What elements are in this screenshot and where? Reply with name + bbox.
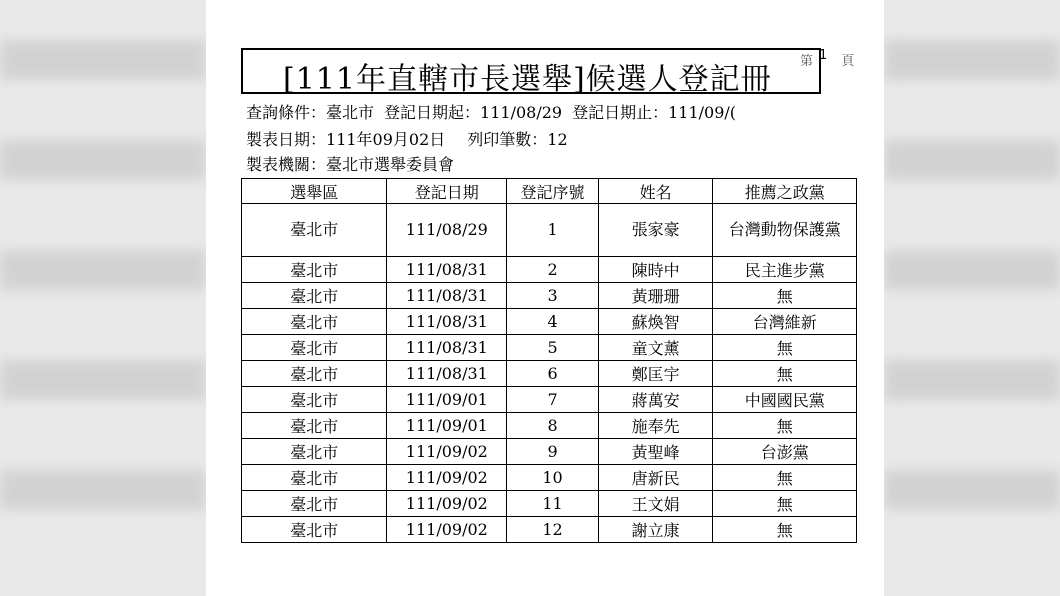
created-label: 製表日期： <box>246 130 327 149</box>
cell-district: 臺北市 <box>242 465 387 491</box>
cell-name: 黃聖峰 <box>598 439 713 465</box>
created-date: 111年09月02日 <box>326 130 446 149</box>
table-row <box>242 491 857 517</box>
cell-date: 111/09/02 <box>387 465 507 491</box>
header-date: 登記日期 <box>387 179 507 204</box>
cell-date: 111/08/31 <box>387 283 507 309</box>
blurred-background-right <box>884 0 1060 596</box>
cell-district: 臺北市 <box>242 517 387 543</box>
candidate-table <box>241 178 857 543</box>
cell-date: 111/09/02 <box>387 439 507 465</box>
table-row <box>242 465 857 491</box>
cell-date: 111/08/31 <box>387 361 507 387</box>
cell-district: 臺北市 <box>242 439 387 465</box>
header-name: 姓名 <box>598 179 713 204</box>
cell-name: 蔣萬安 <box>598 387 713 413</box>
header-serial: 登記序號 <box>507 179 599 204</box>
table-row <box>242 335 857 361</box>
document-page <box>206 0 884 596</box>
count-label: 列印筆數： <box>467 130 548 149</box>
cell-name: 鄭匡宇 <box>598 361 713 387</box>
header-party: 推薦之政黨 <box>713 179 857 204</box>
agency-name: 臺北市選舉委員會 <box>326 155 455 174</box>
start-date-label: 登記日期起： <box>384 103 481 122</box>
table-row <box>242 204 857 257</box>
cell-serial: 12 <box>507 517 599 543</box>
cell-party: 台澎黨 <box>713 439 857 465</box>
cell-name: 謝立康 <box>598 517 713 543</box>
cell-party: 無 <box>713 283 857 309</box>
cell-name: 黃珊珊 <box>598 283 713 309</box>
cell-serial: 4 <box>507 309 599 335</box>
cell-district: 臺北市 <box>242 309 387 335</box>
page-label-prefix: 第 <box>800 54 814 69</box>
cell-district: 臺北市 <box>242 257 387 283</box>
cell-serial: 7 <box>507 387 599 413</box>
cell-party: 無 <box>713 491 857 517</box>
table-row <box>242 517 857 543</box>
record-count: 12 <box>547 130 568 149</box>
page-number: 1 <box>819 48 828 63</box>
cell-date: 111/09/02 <box>387 491 507 517</box>
cell-date: 111/09/02 <box>387 517 507 543</box>
cell-district: 臺北市 <box>242 491 387 517</box>
end-date-label: 登記日期止： <box>572 103 669 122</box>
cell-serial: 2 <box>507 257 599 283</box>
cell-district: 臺北市 <box>242 413 387 439</box>
query-label: 查詢條件： <box>246 103 327 122</box>
cell-serial: 3 <box>507 283 599 309</box>
cell-name: 童文薰 <box>598 335 713 361</box>
cell-date: 111/08/31 <box>387 309 507 335</box>
cell-serial: 10 <box>507 465 599 491</box>
cell-party: 中國國民黨 <box>713 387 857 413</box>
cell-serial: 5 <box>507 335 599 361</box>
cell-name: 王文娟 <box>598 491 713 517</box>
table-row <box>242 439 857 465</box>
cell-serial: 1 <box>507 204 599 257</box>
table-row <box>242 257 857 283</box>
cell-district: 臺北市 <box>242 283 387 309</box>
end-date: 111/09/( <box>668 103 737 122</box>
cell-serial: 6 <box>507 361 599 387</box>
cell-party: 台灣動物保護黨 <box>713 204 857 257</box>
page-label-suffix: 頁 <box>841 54 855 69</box>
cell-serial: 11 <box>507 491 599 517</box>
cell-party: 無 <box>713 413 857 439</box>
start-date: 111/08/29 <box>480 103 563 122</box>
cell-district: 臺北市 <box>242 335 387 361</box>
agency-info <box>246 152 460 175</box>
table-row <box>242 283 857 309</box>
cell-party: 民主進步黨 <box>713 257 857 283</box>
title-box <box>241 48 821 97</box>
header-district: 選舉區 <box>242 179 387 204</box>
cell-serial: 9 <box>507 439 599 465</box>
document-title: [111年直轄市長選舉]候選人登記冊 <box>283 62 772 97</box>
cell-name: 陳時中 <box>598 257 713 283</box>
cell-date: 111/09/01 <box>387 387 507 413</box>
cell-date: 111/09/01 <box>387 413 507 439</box>
cell-date: 111/08/29 <box>387 204 507 257</box>
cell-party: 無 <box>713 517 857 543</box>
query-city: 臺北市 <box>326 103 375 122</box>
cell-district: 臺北市 <box>242 361 387 387</box>
cell-district: 臺北市 <box>242 204 387 257</box>
created-info <box>246 127 574 150</box>
cell-party: 無 <box>713 361 857 387</box>
cell-party: 無 <box>713 335 857 361</box>
agency-label: 製表機關： <box>246 155 327 174</box>
query-conditions <box>246 100 742 123</box>
cell-name: 唐新民 <box>598 465 713 491</box>
table-row <box>242 309 857 335</box>
cell-district: 臺北市 <box>242 387 387 413</box>
cell-name: 張家豪 <box>598 204 713 257</box>
cell-serial: 8 <box>507 413 599 439</box>
cell-party: 無 <box>713 465 857 491</box>
cell-party: 台灣維新 <box>713 309 857 335</box>
blurred-background-left <box>0 0 206 596</box>
cell-date: 111/08/31 <box>387 257 507 283</box>
cell-name: 施奉先 <box>598 413 713 439</box>
table-header-row <box>242 179 857 204</box>
table-row <box>242 387 857 413</box>
cell-date: 111/08/31 <box>387 335 507 361</box>
cell-name: 蘇煥智 <box>598 309 713 335</box>
page-number-label <box>800 50 854 69</box>
table-row <box>242 361 857 387</box>
table-row <box>242 413 857 439</box>
